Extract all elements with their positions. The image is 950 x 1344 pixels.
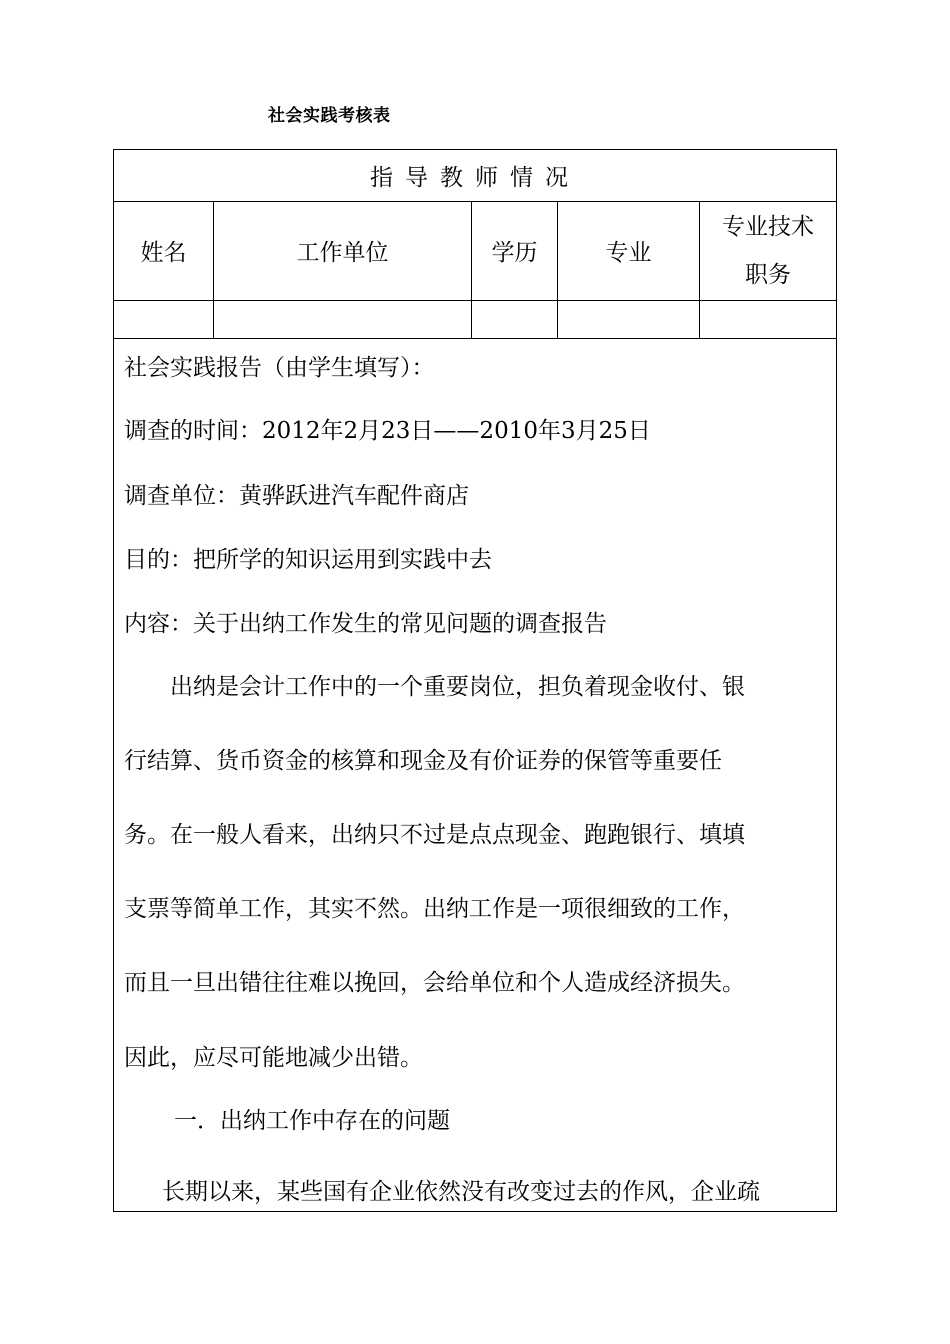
column-header-label: 专业 [605, 240, 652, 266]
column-header-major [558, 201, 699, 300]
column-header-label: 工作单位 [296, 240, 389, 266]
report-heading: 社会实践报告（由学生填写）： [124, 355, 435, 381]
paragraph-line: 务。在一般人看来，出纳只不过是点点现金、跑跑银行、填填 [124, 822, 745, 848]
paragraph-line: 出纳是会计工作中的一个重要岗位，担负着现金收付、银 [124, 674, 745, 700]
column-header-workplace [214, 201, 471, 300]
column-header-education [472, 201, 557, 300]
section-heading: 一．出纳工作中存在的问题 [174, 1108, 450, 1134]
paragraph-line: 行结算、货币资金的核算和现金及有价证券的保管等重要任 [124, 748, 722, 774]
teacher-section-header [114, 150, 836, 201]
document-title: 社会实践考核表 [268, 106, 391, 126]
column-header-label: 姓名 [140, 240, 187, 266]
assessment-table [113, 149, 837, 1212]
content: 内容：关于出纳工作发生的常见问题的调查报告 [124, 611, 607, 637]
survey-time: 调查的时间：2012年2月23日——2010年3月25日 [124, 418, 651, 444]
column-header-label: 学历 [491, 240, 538, 266]
survey-unit: 调查单位：黄骅跃进汽车配件商店 [124, 483, 469, 509]
table-cell-empty [214, 301, 471, 338]
table-cell-empty [700, 301, 836, 338]
paragraph-line: 支票等简单工作，其实不然。出纳工作是一项很细致的工作， [124, 896, 745, 922]
table-cell-empty [558, 301, 699, 338]
table-rule [114, 338, 836, 339]
purpose: 目的：把所学的知识运用到实践中去 [124, 547, 492, 573]
paragraph-line: 长期以来，某些国有企业依然没有改变过去的作风，企业疏 [162, 1179, 760, 1205]
column-header-title [700, 201, 836, 300]
paragraph-line: 而且一旦出错往往难以挽回，会给单位和个人造成经济损失。 [124, 970, 745, 996]
column-header-name [114, 201, 213, 300]
teacher-section-label: 指导教师情况 [370, 165, 580, 191]
table-cell-empty [472, 301, 557, 338]
table-cell-empty [114, 301, 213, 338]
paragraph-line: 因此，应尽可能地减少出错。 [124, 1045, 423, 1071]
column-header-label-line1: 专业技术 [722, 213, 814, 240]
column-header-label-line2: 职务 [745, 261, 791, 288]
